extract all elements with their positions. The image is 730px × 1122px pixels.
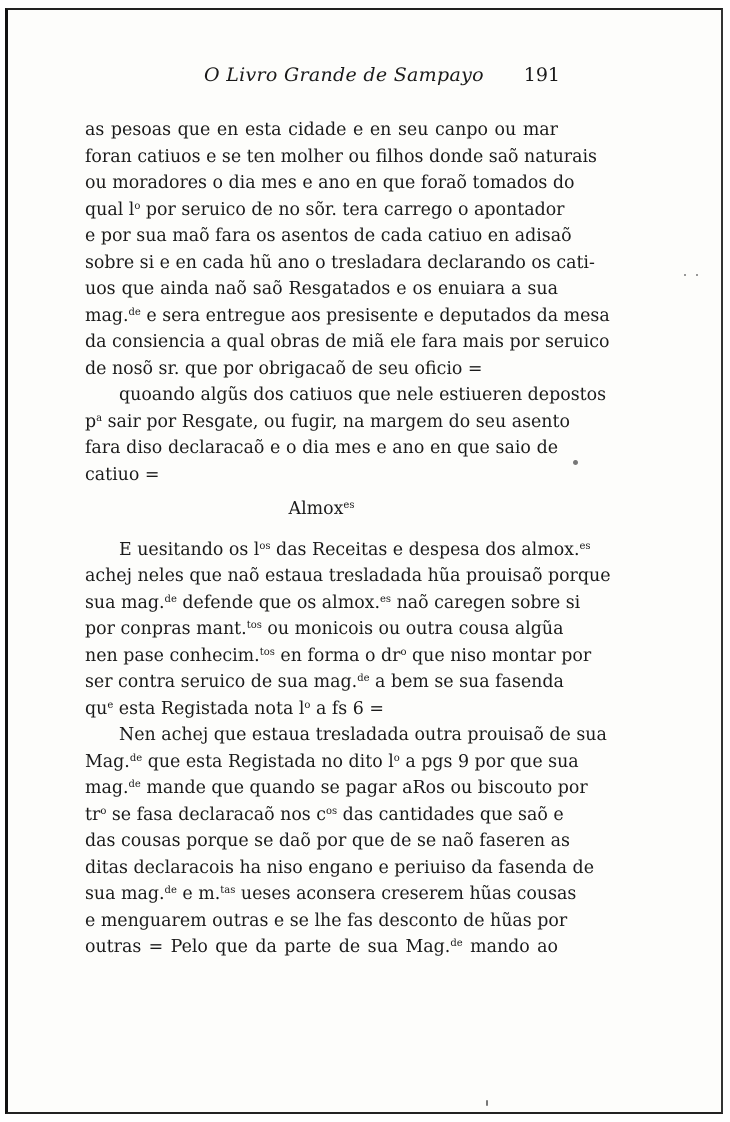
ink-speck <box>573 460 578 465</box>
text-line: $qu^e$ esta Registada nota $l^o$ a fs 6 = <box>85 698 384 719</box>
ink-speck <box>486 1100 488 1106</box>
text-line: por conpras mant.$^{tos}$ ou monicois ou outra cousa algũa <box>85 619 564 639</box>
text-line: e menguarem outras e se lhe fas desconto de hũas por <box>85 910 568 931</box>
superscript-abbrev: de <box>450 938 463 949</box>
text-line: mag.$^{de}$ mande que quando se pagar aRos ou biscouto por <box>85 778 588 798</box>
text-line: E uesitando os $l^{os}$ das Receitas e despesa dos almox.$^{es}$ <box>119 539 591 560</box>
superscript-abbrev: os <box>259 540 271 552</box>
superscript-abbrev: o <box>304 699 311 711</box>
superscript-abbrev: tos <box>246 620 262 631</box>
running-head <box>80 64 560 94</box>
text-line: quoando algũs dos catiuos que nele estiueren depostos <box>119 385 607 405</box>
section-heading: Almox$^{es}$ <box>288 499 355 519</box>
text-line: fara diso declaracaõ e o dia mes e ano en que saio de <box>85 438 558 458</box>
superscript-abbrev: e <box>107 699 114 711</box>
text-line: e por sua maõ fara os asentos de cada catiuo en adisaõ <box>85 226 572 246</box>
superscript-abbrev: tos <box>259 646 275 658</box>
superscript-abbrev: o <box>393 752 400 764</box>
superscript-abbrev: o <box>134 200 141 212</box>
text-line: outras = Pelo que da parte de sua Mag.$^{de}$ mando ao <box>85 937 558 957</box>
superscript-abbrev: es <box>343 500 355 511</box>
text-line: as pesoas que en esta cidade e en seu canpo ou mar <box>85 120 558 140</box>
ink-speck <box>684 274 686 276</box>
text-line: sobre si e en cada hũ ano o tresladara declarando os cati- <box>85 252 595 273</box>
text-line: Nen achej que estaua tresladada outra prouisaõ de sua <box>119 725 607 745</box>
text-line: de nosõ sr. que por obrigacaõ de seu oficio = <box>85 358 483 379</box>
text-line: ou moradores o dia mes e ano en que foraõ tomados do <box>85 173 575 193</box>
superscript-abbrev: o <box>400 646 407 658</box>
text-line: achej neles que naõ estaua tresladada hũa prouisaõ porque <box>85 566 611 586</box>
superscript-abbrev: de <box>128 306 141 318</box>
text-line: mag.$^{de}$ e sera entregue aos presisente e deputados da mesa <box>85 305 610 326</box>
superscript-abbrev: es <box>579 540 591 552</box>
text-line: catiuo = <box>85 464 160 485</box>
text-line: uos que ainda naõ saõ Resgatados e os enuiara a sua <box>85 279 558 299</box>
text-line: $p^a$ sair por Resgate, ou fugir, na margem do seu asento <box>85 411 570 432</box>
text-line: Mag.$^{de}$ que esta Registada no dito $l^o$ a pgs 9 por que sua <box>85 751 579 772</box>
superscript-abbrev: de <box>129 752 143 764</box>
superscript-abbrev: de <box>164 885 177 896</box>
text-line: foran catiuos e se ten molher ou filhos donde saõ naturais <box>85 146 597 167</box>
ink-speck <box>696 274 698 276</box>
superscript-abbrev: de <box>128 779 141 790</box>
running-title: O Livro Grande de Sampayo <box>204 64 484 86</box>
text-line: nen pase conhecim.$^{tos}$ en forma o $dr^o$ que niso montar por <box>85 645 592 666</box>
text-line: da consiencia a qual obras de miã ele fara mais por seruico <box>85 332 610 352</box>
text-line: ser contra seruico de sua mag.$^{de}$ a bem se sua fasenda <box>85 672 564 692</box>
text-line: sua mag.$^{de}$ defende que os almox.$^{es}$ naõ caregen sobre si <box>85 592 581 613</box>
body-text <box>85 117 611 961</box>
superscript-abbrev: de <box>164 593 177 605</box>
superscript-abbrev: os <box>326 805 338 817</box>
text-line: sua mag.$^{de}$ e m.$^{tas}$ ueses aconsera creserem hũas cousas <box>85 884 577 904</box>
superscript-abbrev: de <box>357 673 370 684</box>
text-line: qual $l^o$ por seruico de no sõr. tera carrego o apontador <box>85 199 565 220</box>
text-line: ditas declaracois ha niso engano e periuiso da fasenda de <box>85 857 594 878</box>
page-number: 191 <box>523 64 560 86</box>
superscript-abbrev: o <box>100 805 107 817</box>
superscript-abbrev: es <box>380 593 392 605</box>
text-line: $tr^o$ se fasa declaracaõ nos $c^{os}$ das cantidades que saõ e <box>85 804 564 825</box>
text-line: das cousas porque se daõ por que de se naõ faseren as <box>85 831 570 851</box>
superscript-abbrev: a <box>96 412 103 424</box>
superscript-abbrev: tas <box>220 885 236 896</box>
